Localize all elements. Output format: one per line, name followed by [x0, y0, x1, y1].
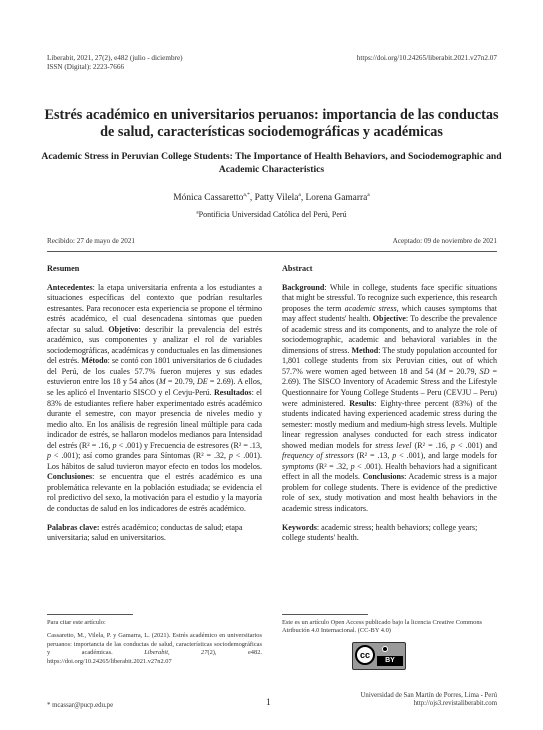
- cc-icon: cc: [355, 645, 375, 665]
- author-superscript: a: [298, 192, 301, 198]
- text-antecedentes: : la etapa universitaria enfrenta a los estudiantes a situaciones específicas del contexto que podrían resultarles estresantes. Para reconocer esta experiencia se propone el término estrés académico, el cual desencadena síntomas que pueden afectar su salud.: [47, 282, 262, 334]
- stat-symbol: DE: [196, 377, 208, 387]
- keywords-text: : academic stress; health behaviors; college years; college students' health.: [282, 522, 478, 543]
- author-superscript: a,*: [243, 192, 250, 198]
- text-resultados: < .001). Los hábitos de salud tuvieron mayor efecto en todos los modelos.: [47, 451, 262, 471]
- label-method: Method: [351, 345, 379, 355]
- author-name: Mónica Cassaretto: [173, 193, 244, 204]
- abstract-keywords: [282, 523, 497, 544]
- abstract-column: [282, 264, 497, 544]
- citation-block: [47, 619, 262, 666]
- journal-citation-line: Liberabit, 2021, 27(2), e482 (julio - diciembre): [47, 54, 183, 62]
- keywords-text: estrés académico; conductas de salud; etapa universitaria; salud en universitarios.: [47, 522, 243, 543]
- resumen-heading: Resumen: [47, 264, 80, 273]
- stat-symbol: M: [439, 366, 446, 376]
- accepted-date: Aceptado: 09 de noviembre de 2021: [392, 237, 497, 245]
- text-results-italic: frequency of stressors: [282, 451, 354, 461]
- author-list: Mónica Cassaretto$^{a,*}$, Patty Vilela$^a$, Lorena Gamarra$^a$: [173, 192, 370, 204]
- text-method: : The study population accounted for 1,801 college students from six Peruvian cities, out of which 57.7% were women aged between 18 and 54 (: [282, 345, 498, 376]
- attribution-person-icon: [378, 646, 392, 655]
- journal-url[interactable]: http://ojs3.revistaliberabit.com: [413, 700, 497, 708]
- stat-symbol: p: [450, 440, 455, 450]
- by-label: BY: [377, 656, 403, 666]
- stat-symbol: p: [228, 451, 233, 461]
- publisher-name: Universidad de San Martín de Porres, Lima - Perú: [360, 692, 497, 699]
- abstract-body: [282, 283, 497, 515]
- license-text: Este es un artículo Open Access publicado bajo la licencia Creative Commons Atribución 4.0 Internacional. (CC-BY 4.0): [282, 619, 483, 635]
- stat-symbol: M: [159, 377, 166, 387]
- citation-journal: Liberabit, 27: [144, 649, 208, 657]
- text-results: < .001). Health behaviors had a significant effect in all the models.: [282, 461, 497, 482]
- text-results: < .001) and: [454, 440, 498, 450]
- label-objective: Objective: [372, 314, 406, 324]
- cc-by-license-badge[interactable]: [352, 642, 406, 670]
- text-results: < .001), and large models for: [396, 451, 497, 461]
- text-results: : Eighty-three percent (83%) of the students indicated having experienced academic stress during the semester: mostly medium and medium-high stress levels. Multiple linear regression analyses conducted for each stress indicator showed median models for: [282, 398, 497, 450]
- stat-symbol: SD: [479, 366, 490, 376]
- author-name: Lorena Gamarra: [305, 193, 368, 204]
- text-results: (R² = .16,: [411, 440, 451, 450]
- label-conclusiones: Conclusiones: [47, 472, 93, 482]
- text-method: = 2.69). The SISCO Inventory of Academic Stress and the Lifestyle Questionnaire for Young College Students – Peru (CEVJU – Peru) were administered.: [282, 366, 497, 408]
- text-resultados: : el 83% de estudiantes refiere haber experimentado estrés académico durante el semestre, con mayor presencia de niveles medio y medio alto. En los análisis de regresión lineal múltiple para cada indicador de estrés, se hallaron modelos medianos para Intensidad del estrés (R² = .16,: [47, 388, 262, 450]
- text-metodo: = 2.69). A ellos, se les aplicó el Inventario SISCO y el Cevju-Perú.: [47, 377, 262, 398]
- affiliation-superscript: a: [196, 210, 199, 216]
- text-conclusiones: : se encuentra que el estrés académico es una problemática relevante en la población estudiada; se evidencia el rol predictivo del sexo, la motivación para el estudio y la mayoría de conductas de salud en los indicadores de estrés académico.: [47, 472, 262, 514]
- label-metodo: Método: [81, 356, 108, 366]
- citation-text: [47, 632, 262, 666]
- resumen-body: [47, 283, 262, 515]
- text-resultados: < .001); así como grandes para Síntomas (R² = .32,: [51, 451, 229, 461]
- label-background: Background: [282, 282, 325, 292]
- label-resultados: Resultados: [214, 388, 252, 398]
- keywords-label: Keywords: [282, 522, 317, 532]
- doi-link[interactable]: https://doi.org/10.24265/liberabit.2021.v27n2.07: [356, 54, 497, 62]
- author-name: Patty Vilela: [254, 193, 299, 204]
- resumen-column: [47, 264, 262, 544]
- keywords-label: Palabras clave:: [47, 522, 100, 532]
- text-resultados: < .001) y Frecuencia de estresores (R² = .13,: [116, 440, 262, 450]
- text-results-italic: stress level: [375, 440, 412, 450]
- page-number: 1: [266, 698, 271, 708]
- citation-divider: [47, 614, 133, 615]
- article-title-english: Academic Stress in Peruvian College Students: The Importance of Health Behaviors, and Sociodemographic and Academic Characteristics: [41, 151, 502, 175]
- person-head-shape: [382, 646, 388, 652]
- label-results: Results: [349, 398, 375, 408]
- text-results-italic: symptoms: [282, 461, 314, 471]
- resumen-keywords: [47, 523, 262, 544]
- text-background: : While in college, students face specific situations that might be stressful. To recognize such experience, this research proposes the term: [282, 282, 497, 313]
- label-antecedentes: Antecedentes: [47, 282, 93, 292]
- text-objetivo: : describir la prevalencia del estrés académico, sus componentes y analizar el rol de variables sociodemográficas, académicas y conductuales en las dimensiones del estrés.: [47, 324, 262, 366]
- affiliation: [40, 210, 503, 219]
- text-objective: : To describe the prevalence of academic stress and its components, and to analyze the role of sociodemographic, academic and behavioral variables in the dimensions of stress.: [282, 314, 497, 355]
- citation-text-part: Cassaretto, M., Vilela, P. y Gamarra, L. (2021). Estrés académico en universitarios peruanos: importancia de las conductas de salud, características sociodemográficas y académicas.: [47, 632, 262, 657]
- stat-symbol: p: [112, 440, 117, 450]
- stat-symbol: p: [350, 461, 355, 471]
- publisher-block: [361, 692, 497, 709]
- label-conclusions: Conclusions: [362, 472, 405, 482]
- text-results: (R² = .13,: [353, 451, 393, 461]
- author-superscript: a: [367, 192, 370, 198]
- license-divider: [282, 614, 368, 615]
- text-background: , which causes symptoms that may affect students' health.: [282, 303, 497, 324]
- abstract-heading: Abstract: [282, 264, 313, 273]
- stat-symbol: p: [392, 451, 397, 461]
- received-date: Recibido: 27 de mayo de 2021: [47, 237, 136, 245]
- article-title-spanish: Estrés académico en universitarios peruanos: importancia de las conductas de salud, características sociodemográficas y académicas: [44, 107, 499, 140]
- affiliation-text: Pontificia Universidad Católica del Perú, Perú: [198, 210, 347, 219]
- text-conclusions: : Academic stress is a major problem for college students. There is evidence of the predictive role of sex, study motivation and most health behaviors in the academic stress indicators.: [282, 472, 497, 514]
- header-divider: [47, 251, 497, 252]
- text-method: = 20.79,: [445, 366, 480, 376]
- issn-line: ISSN (Digital): 2223-7666: [47, 63, 125, 71]
- stat-symbol: p: [47, 451, 52, 461]
- text-metodo: = 20.79,: [165, 377, 197, 387]
- text-results: (R² = .32,: [313, 461, 351, 471]
- text-metodo: : se contó con 1801 universitarios de 6 ciudades del Perú, de los cuales 57.7% fueron mujeres y sus edades estuvieron entre los 18 y 54 años (: [47, 356, 262, 387]
- text-background-italic: academic stress: [344, 303, 397, 313]
- label-objetivo: Objetivo: [108, 324, 139, 334]
- citation-label: Para citar este artículo:: [47, 619, 106, 626]
- citation-text-part: (2), e482. https://doi.org/10.24265/liberabit.2021.v27n2.07: [47, 649, 262, 665]
- corresponding-email[interactable]: * mcassar@pucp.edu.pe: [47, 702, 114, 709]
